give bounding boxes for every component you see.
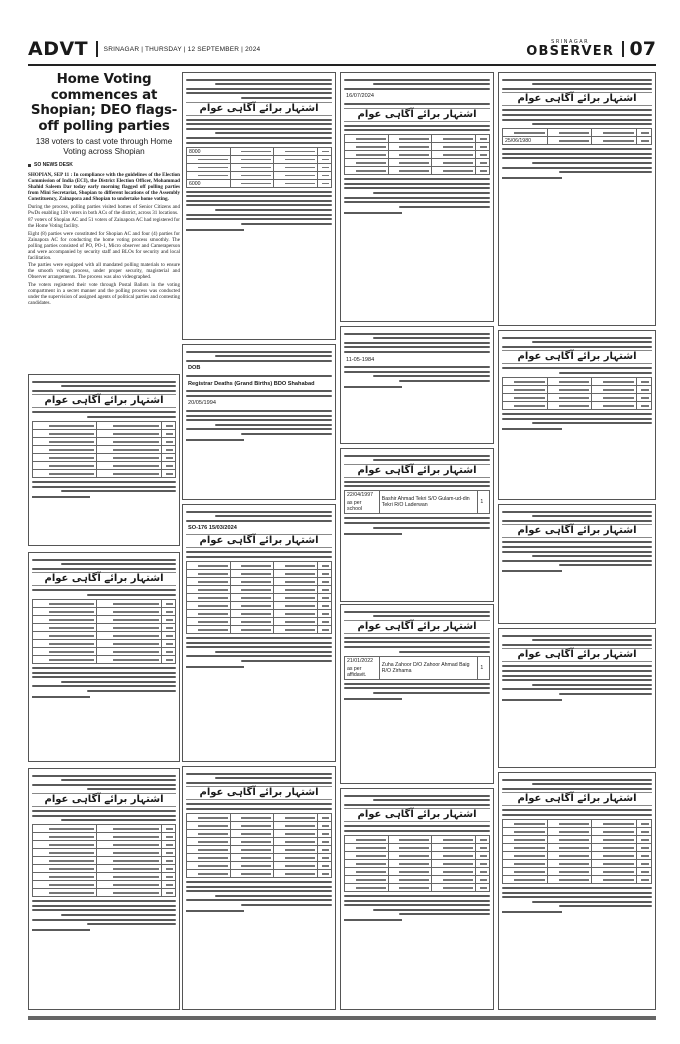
text-line (502, 148, 652, 150)
text-line (215, 83, 332, 85)
text-line (186, 79, 332, 81)
text-line (186, 655, 332, 657)
text-line (344, 366, 490, 368)
text-line (373, 527, 490, 529)
notice-box (498, 772, 656, 1010)
text-line (61, 779, 176, 781)
text-line (186, 419, 332, 421)
text-line (502, 679, 652, 681)
text-line (32, 411, 176, 413)
text-line (87, 690, 176, 692)
text-line (532, 422, 652, 424)
text-line (61, 490, 176, 492)
text-line (186, 428, 332, 430)
text-line (502, 79, 652, 81)
text-line (399, 206, 490, 208)
notice-heading: اشتہار برائے آگاہی عوام (344, 808, 490, 822)
notice-table (344, 656, 490, 680)
text-line (186, 92, 332, 94)
text-line (344, 183, 490, 185)
text-line (344, 804, 490, 806)
notice-box (340, 788, 494, 1010)
text-line (32, 919, 176, 921)
notice-table (186, 147, 332, 188)
text-line (61, 681, 176, 683)
record-label: DOB (188, 365, 201, 372)
notice-box (498, 628, 656, 768)
signature-line (186, 666, 244, 668)
masthead-left (28, 36, 260, 62)
dateline: SRINAGAR | THURSDAY | 12 SEPTEMBER | 2024 (103, 45, 261, 53)
article-paragraph: 87 voters of Shopian AC and 51 voters of Zainapora AC had registered for the Home Voting facility. (28, 217, 180, 230)
text-line (344, 795, 490, 797)
text-line (502, 560, 652, 562)
text-line (186, 646, 332, 648)
text-line (344, 485, 490, 487)
notice-table (502, 819, 652, 884)
text-line (502, 546, 652, 548)
order-ref (186, 524, 332, 532)
text-line (32, 815, 176, 817)
text-line (186, 637, 332, 639)
text-line (344, 687, 490, 689)
record-note: as per school (347, 500, 362, 513)
article-subheadline: 138 voters to cast vote through Home Voting across Shopian (35, 137, 173, 156)
text-line (215, 209, 332, 211)
signature-line (502, 699, 562, 701)
footer-rule (28, 1016, 656, 1020)
notice-box (182, 72, 336, 340)
notice-heading: اشتہار برائے آگاہی عوام (32, 572, 176, 586)
masthead-right (526, 36, 656, 62)
notice-table (32, 421, 176, 478)
text-line (344, 646, 490, 648)
text-line (344, 129, 490, 131)
text-line (215, 515, 332, 517)
text-line (215, 651, 332, 653)
signature-line (502, 570, 562, 572)
notice-table (32, 824, 176, 897)
article-paragraph: Eight (8) parties were constituted for Shopian AC and four (4) parties for Zainapora AC for conducting the home voting process smoothly. The polling parties consisted of PO, PO-1, Micro observer and Cameraperson and were accompanied by security staff and BLOs for security and local facilitation. (28, 230, 180, 261)
text-line (559, 564, 652, 566)
masthead-rule (28, 64, 656, 66)
text-line (344, 351, 490, 353)
record-serial: 1 (480, 664, 484, 671)
text-line (532, 901, 652, 903)
text-line (344, 641, 490, 643)
notice-table (344, 490, 490, 514)
divider (622, 41, 624, 57)
text-line (502, 896, 652, 898)
text-line (61, 563, 176, 565)
notice-heading: اشتہار برائے آگاہی عوام (186, 102, 332, 116)
text-line (344, 895, 490, 897)
text-line (344, 333, 490, 335)
text-line (186, 886, 332, 888)
text-line (186, 773, 332, 775)
text-line (532, 162, 652, 164)
text-line (502, 114, 652, 116)
notice-box (340, 72, 494, 322)
signature-line (344, 919, 402, 921)
notice-box (182, 766, 336, 1010)
text-line (502, 665, 652, 667)
article-paragraph: During the process, polling parties visited homes of Senior Citizens and PwDs enabling 138 voters in both ACs of the district, across 31 locations. (28, 203, 180, 216)
text-line (502, 418, 652, 420)
text-line (186, 808, 332, 810)
text-line (186, 520, 332, 522)
text-line (61, 914, 176, 916)
article-paragraph: The parties were equipped with all mandated polling materials to ensure the smooth voting process, under proper security, magisterial and Observer arrangements. The process was also videographed. (28, 262, 180, 281)
notice-table (32, 599, 176, 664)
text-line (399, 380, 490, 382)
text-line (502, 413, 652, 415)
text-line (32, 900, 176, 902)
text-line (87, 788, 176, 790)
text-line (373, 459, 490, 461)
text-line (32, 381, 176, 383)
text-line (32, 672, 176, 674)
text-line (186, 395, 332, 397)
record-date: 20/05/1994 (188, 400, 216, 407)
notice-heading: اشتہار برائے آگاہی عوام (502, 524, 652, 538)
text-line (344, 88, 490, 90)
text-line (186, 410, 332, 412)
lead-article (28, 72, 180, 368)
text-line (215, 777, 332, 779)
text-line (344, 637, 490, 639)
text-line (186, 511, 332, 513)
signature-line (344, 386, 402, 388)
text-line (186, 556, 332, 558)
article-paragraph: The voters registered their vote through Postal Ballots in the voting compartment in a secret manner and the polling process was conducted under the supervision of assigned agents of political parties and contesting candidates. (28, 281, 180, 306)
notice-heading: اشتہار برائے آگاہی عوام (32, 394, 176, 408)
article-paragraph: SHOPIAN, SEP 11 : In compliance with the guidelines of the Election Commission of India (ECI), the District Election Officer, Mohammad Shahid Saleem Dar today early morning flagged off polling parties from Mini Secretariat, Shopian to different locations of the Assembly Constituency, Zainapora and Shopian to undertake home voting. (28, 172, 180, 203)
text-line (32, 676, 176, 678)
text-line (532, 341, 652, 343)
text-line (502, 88, 652, 90)
text-line (32, 685, 176, 687)
text-line (344, 522, 490, 524)
text-line (186, 119, 332, 121)
signature-line (32, 696, 90, 698)
signature-line (32, 496, 90, 498)
text-line (532, 515, 652, 517)
byline-text: SO NEWS DESK (34, 162, 73, 169)
text-line (241, 97, 332, 99)
text-line (559, 905, 652, 907)
notice-heading: اشتہار برائے آگاہی عوام (502, 92, 652, 106)
text-line (186, 123, 332, 125)
text-line (373, 692, 490, 694)
text-line (32, 390, 176, 392)
text-line (241, 433, 332, 435)
record-office: Registrar Deaths (Grand Births) BDO Shahabad (188, 380, 315, 387)
text-line (186, 137, 332, 139)
text-line (186, 195, 332, 197)
brand-top: SRINAGAR (551, 39, 590, 45)
notice-table (502, 377, 652, 410)
text-line (502, 119, 652, 121)
text-line (373, 337, 490, 339)
text-line (241, 660, 332, 662)
text-line (241, 904, 332, 906)
text-line (186, 551, 332, 553)
text-line (32, 909, 176, 911)
notice-box (498, 504, 656, 624)
text-line (186, 881, 332, 883)
text-line (186, 375, 332, 377)
text-line (186, 360, 332, 362)
text-line (186, 191, 332, 193)
text-line (373, 799, 490, 801)
text-line (532, 123, 652, 125)
text-line (559, 372, 652, 374)
notice-box (498, 72, 656, 326)
text-line (186, 782, 332, 784)
text-line (373, 615, 490, 617)
record-date: 16/07/2024 (346, 93, 374, 100)
text-line (215, 132, 332, 134)
text-line (344, 346, 490, 348)
text-line (186, 415, 332, 417)
notice-box (28, 374, 180, 546)
text-line (344, 125, 490, 127)
text-line (502, 346, 652, 348)
text-line (344, 201, 490, 203)
text-line (344, 371, 490, 373)
text-line (344, 825, 490, 827)
text-line (344, 904, 490, 906)
record-name: Zuha Zahoor D/O Zahoor Ahmad Baig R/O Zirhama (381, 661, 470, 674)
text-line (502, 541, 652, 543)
text-line (532, 639, 652, 641)
text-line (344, 197, 490, 199)
text-line (344, 611, 490, 613)
text-line (186, 142, 332, 144)
text-line (502, 892, 652, 894)
record-serial: 1 (480, 499, 484, 506)
text-line (502, 153, 652, 155)
signature-line (32, 929, 90, 931)
text-line (32, 775, 176, 777)
text-line (502, 337, 652, 339)
text-line (87, 923, 176, 925)
text-line (87, 416, 176, 418)
text-line (373, 83, 490, 85)
notice-heading: اشتہار برائے آگاہی عوام (502, 792, 652, 806)
signature-line (344, 533, 402, 535)
text-line (344, 178, 490, 180)
notice-table (186, 561, 332, 634)
text-line (32, 568, 176, 570)
signature-line (344, 212, 402, 214)
text-line (399, 651, 490, 653)
text-line (186, 642, 332, 644)
notice-heading: اشتہار برائے آگاہی عوام (186, 534, 332, 548)
text-line (186, 204, 332, 206)
text-line (215, 424, 332, 426)
divider (96, 41, 98, 57)
text-line (186, 88, 332, 90)
bullet-icon (28, 164, 31, 167)
text-line (502, 887, 652, 889)
text-line (532, 783, 652, 785)
notice-box (182, 344, 336, 500)
text-line (344, 187, 490, 189)
record-date: 21/01/2022 (347, 657, 373, 664)
text-line (373, 192, 490, 194)
text-line (532, 83, 652, 85)
record-date: 11-05-1984 (346, 356, 375, 363)
notice-table (186, 813, 332, 878)
signature-line (186, 910, 244, 912)
text-line (186, 890, 332, 892)
text-line (502, 109, 652, 111)
page-number: 07 (629, 38, 656, 60)
masthead (28, 36, 656, 62)
text-line (399, 913, 490, 915)
text-line (344, 455, 490, 457)
notice-box (340, 326, 494, 444)
record-note: as per affidavit. (347, 665, 367, 678)
text-line (502, 167, 652, 169)
record-name: Bashir Ahmad Tekri S/O Gulam-ud-din Tekri R/O Laderwan (381, 496, 470, 509)
notice-box (182, 504, 336, 762)
text-line (186, 214, 332, 216)
record-date: 25/06/1980 (505, 138, 531, 145)
text-line (502, 644, 652, 646)
text-line (32, 486, 176, 488)
text-line (373, 375, 490, 377)
text-line (502, 520, 652, 522)
text-line (373, 909, 490, 911)
text-line (502, 675, 652, 677)
text-line (502, 635, 652, 637)
text-line (502, 779, 652, 781)
notice-box (28, 552, 180, 762)
notice-box (340, 448, 494, 602)
text-line (186, 128, 332, 130)
text-line (532, 555, 652, 557)
article-headline: Home Voting commences at Shopian; DEO flags-off polling parties (30, 72, 178, 134)
text-line (344, 900, 490, 902)
text-line (186, 218, 332, 220)
text-line (502, 511, 652, 513)
amount: 8000 (189, 148, 201, 155)
notice-table (344, 835, 490, 892)
notice-heading: اشتہار برائے آگاہی عوام (344, 108, 490, 122)
amount: 6000 (189, 180, 201, 187)
text-line (344, 103, 490, 105)
signature-line (502, 428, 562, 430)
signature-line (344, 698, 402, 700)
text-line (186, 390, 332, 392)
text-line (502, 809, 652, 811)
text-line (502, 788, 652, 790)
brand-logo (526, 40, 614, 58)
text-line (32, 784, 176, 786)
brand-main: OBSERVER (526, 44, 615, 59)
signature-line (186, 229, 244, 231)
section-label: ADVT (28, 38, 89, 60)
notice-box (340, 604, 494, 784)
notice-box (498, 330, 656, 500)
text-line (186, 351, 332, 353)
text-line (502, 157, 652, 159)
text-line (32, 559, 176, 561)
text-line (532, 684, 652, 686)
text-line (186, 899, 332, 901)
text-line (87, 594, 176, 596)
text-line (186, 200, 332, 202)
text-line (32, 905, 176, 907)
text-line (215, 895, 332, 897)
text-line (344, 342, 490, 344)
text-line (344, 481, 490, 483)
byline (28, 162, 180, 168)
text-line (344, 830, 490, 832)
notice-heading: اشتہار برائے آگاہی عوام (502, 350, 652, 364)
notice-heading: اشتہار برائے آگاہی عوام (502, 648, 652, 662)
notice-box (28, 768, 180, 1010)
signature-line (186, 439, 244, 441)
text-line (61, 819, 176, 821)
order-date: 15/03/2024 (208, 525, 237, 532)
text-line (32, 810, 176, 812)
signature-line (502, 177, 562, 179)
order-number: SO-176 (188, 525, 208, 532)
text-line (344, 517, 490, 519)
text-line (241, 223, 332, 225)
text-line (32, 481, 176, 483)
text-line (344, 683, 490, 685)
article-body (28, 172, 180, 306)
notice-heading: اشتہار برائے آگاہی عوام (344, 620, 490, 634)
notice-heading: اشتہار برائے آگاہی عوام (186, 786, 332, 800)
text-line (32, 667, 176, 669)
text-line (502, 814, 652, 816)
signature-line (502, 911, 562, 913)
notice-heading: اشتہار برائے آگاہی عوام (32, 793, 176, 807)
notice-heading: اشتہار برائے آگاہی عوام (344, 464, 490, 478)
text-line (186, 803, 332, 805)
text-line (502, 688, 652, 690)
text-line (559, 693, 652, 695)
text-line (502, 367, 652, 369)
notice-table (502, 128, 652, 145)
text-line (61, 385, 176, 387)
record-date: 22/04/1997 (347, 492, 373, 499)
text-line (502, 551, 652, 553)
text-line (32, 589, 176, 591)
notice-table (344, 134, 490, 175)
text-line (502, 670, 652, 672)
text-line (559, 171, 652, 173)
text-line (215, 355, 332, 357)
text-line (344, 79, 490, 81)
